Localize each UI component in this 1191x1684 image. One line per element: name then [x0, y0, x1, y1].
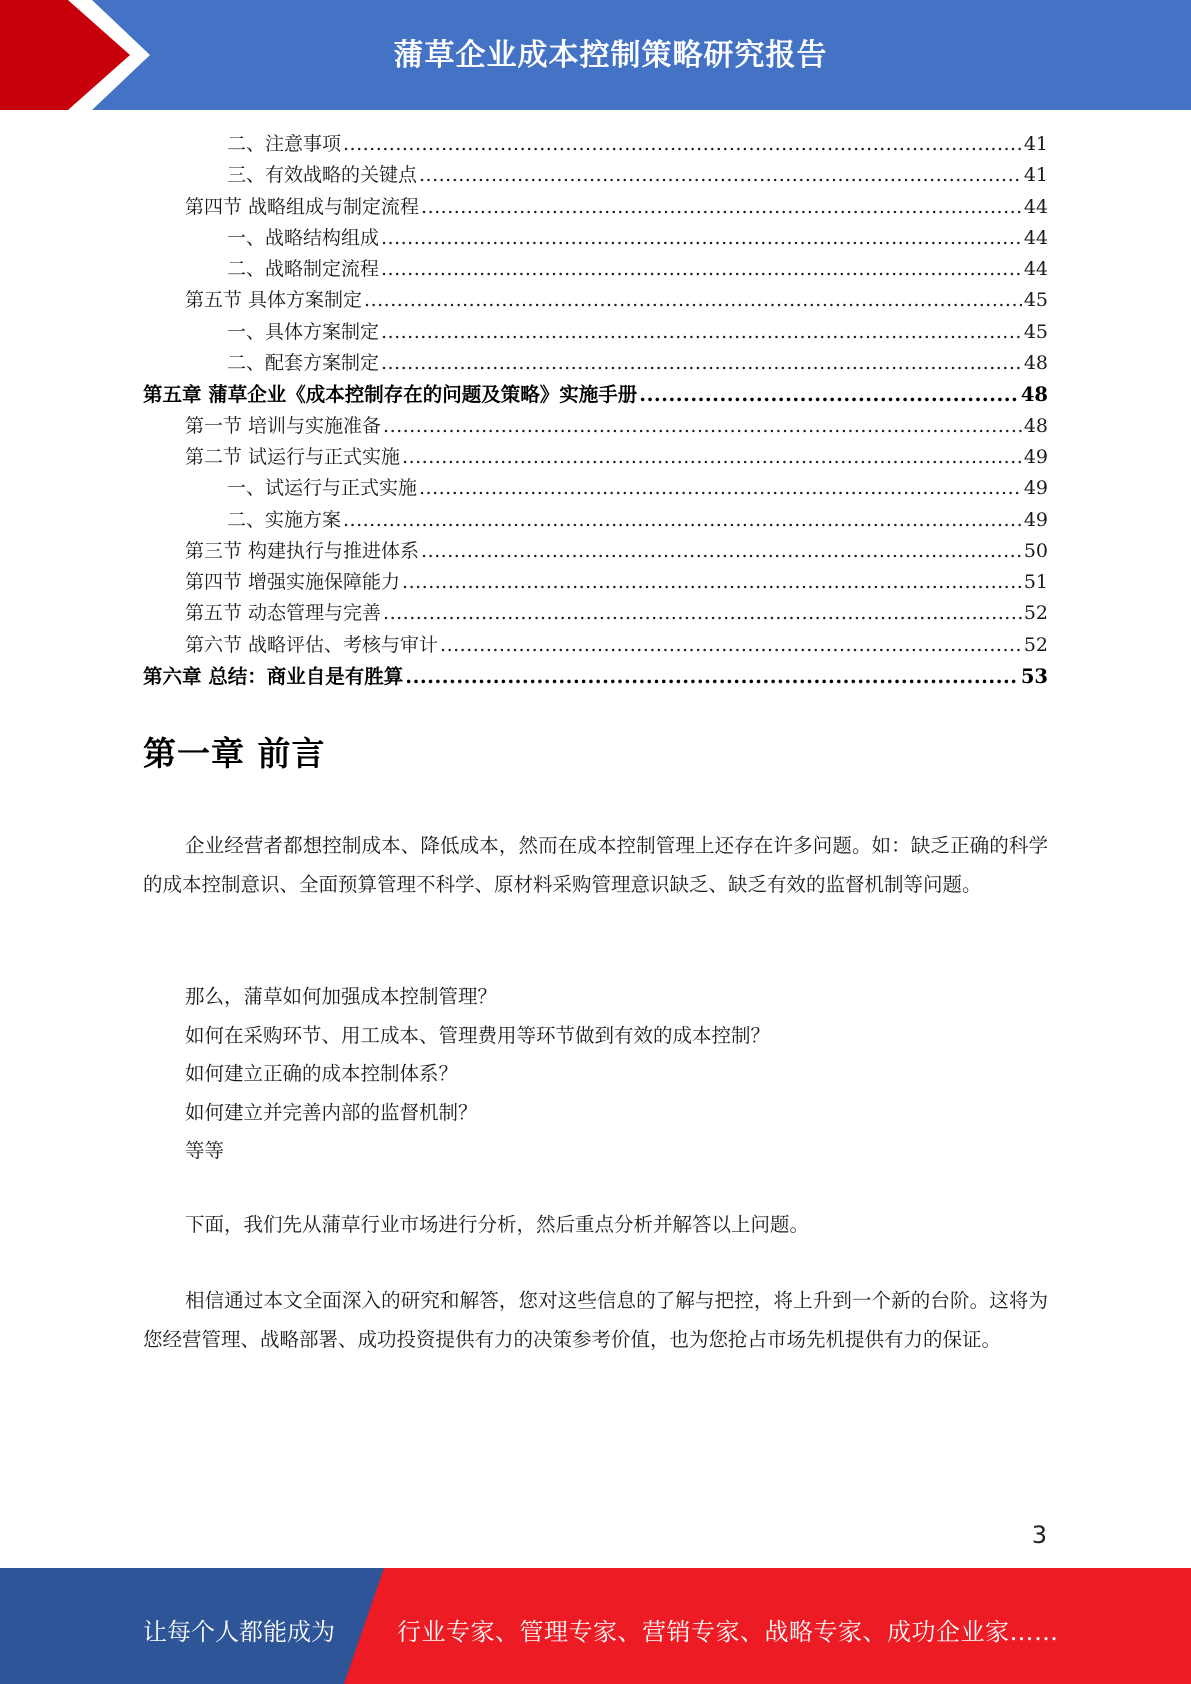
toc-entry-page: 49: [1023, 508, 1048, 531]
toc-dot-leader: [343, 129, 1022, 160]
question-list: [143, 978, 1048, 1171]
question-item: 如何建立正确的成本控制体系？: [185, 1062, 459, 1085]
toc-entry-title: 第五节 具体方案制定: [185, 289, 363, 312]
chapter-heading: 第一章 前言: [143, 734, 326, 773]
question-item: 如何在采购环节、用工成本、管理费用等环节做到有效的成本控制？: [185, 1023, 771, 1047]
toc-entry-page: 50: [1023, 539, 1048, 562]
toc-entry-page: 44: [1023, 226, 1048, 249]
toc-entry[interactable]: [143, 192, 1048, 223]
toc-entry[interactable]: [143, 598, 1048, 629]
toc-entry-page: 49: [1023, 477, 1048, 500]
toc-entry[interactable]: [143, 630, 1048, 661]
toc-entry-page: 44: [1023, 195, 1048, 218]
toc-dot-leader: [402, 442, 1022, 473]
intro-paragraph: [143, 827, 1048, 904]
toc-entry[interactable]: [143, 473, 1048, 504]
toc-entry[interactable]: [143, 442, 1048, 473]
toc-entry-title: 二、实施方案: [227, 508, 342, 531]
toc-entry-title: 第三节 构建执行与推进体系: [185, 539, 420, 562]
toc-dot-leader: [343, 505, 1022, 536]
question-item: 等等: [185, 1139, 225, 1162]
toc-entry-page: 48: [1023, 414, 1048, 437]
toc-entry[interactable]: [143, 129, 1048, 160]
toc-entry-page: 52: [1023, 602, 1048, 625]
table-of-contents: [143, 129, 1048, 692]
toc-dot-leader: [381, 317, 1022, 348]
analysis-paragraph: [143, 1206, 1048, 1245]
toc-dot-leader: [419, 473, 1022, 504]
toc-entry-page: 53: [1020, 665, 1048, 689]
toc-dot-leader: [421, 536, 1022, 567]
page-number: 3: [1031, 1521, 1047, 1549]
toc-entry[interactable]: [143, 567, 1048, 598]
toc-entry[interactable]: [143, 254, 1048, 285]
toc-entry-title: 第五节 动态管理与完善: [185, 602, 382, 625]
toc-dot-leader: [402, 567, 1022, 598]
toc-entry[interactable]: [143, 317, 1048, 348]
toc-dot-leader: [639, 379, 1019, 410]
report-title: 蒲草企业成本控制策略研究报告: [393, 38, 828, 73]
toc-entry-page: 48: [1023, 352, 1048, 375]
conclusion-paragraph-text: 相信通过本文全面深入的研究和解答，您对这些信息的了解与把控，将上升到一个新的台阶。这将为您经营管理、战略部署、成功投资提供有力的决策参考价值，也为您抢占市场先机提供有力的保证。: [143, 1289, 1048, 1351]
toc-dot-leader: [364, 285, 1022, 316]
page-footer: [0, 1568, 1191, 1684]
toc-entry-title: 一、试运行与正式实施: [227, 477, 418, 500]
toc-entry-title: 一、战略结构组成: [227, 226, 380, 249]
toc-entry-title: 第六节 战略评估、考核与审计: [185, 633, 439, 656]
toc-dot-leader: [421, 192, 1022, 223]
toc-entry-page: 52: [1023, 633, 1048, 656]
toc-entry-title: 第一节 培训与实施准备: [185, 414, 382, 437]
question-item: 如何建立并完善内部的监督机制？: [185, 1100, 478, 1124]
toc-entry[interactable]: [143, 285, 1048, 316]
toc-entry[interactable]: [143, 505, 1048, 536]
footer-slogan-right: 行业专家、管理专家、营销专家、战略专家、成功企业家……: [397, 1618, 1059, 1646]
toc-dot-leader: [381, 223, 1022, 254]
toc-entry[interactable]: [143, 379, 1048, 410]
toc-dot-leader: [440, 630, 1022, 661]
toc-entry-title: 第六章 总结：商业自是有胜算: [143, 665, 404, 689]
toc-dot-leader: [381, 348, 1022, 379]
toc-entry-page: 41: [1023, 164, 1048, 187]
page-header: [0, 0, 1191, 110]
question-item: 那么，蒲草如何加强成本控制管理？: [185, 985, 498, 1008]
toc-dot-leader: [419, 160, 1022, 191]
toc-entry[interactable]: [143, 661, 1048, 692]
toc-entry-page: 45: [1023, 320, 1048, 343]
toc-entry-title: 第五章 蒲草企业《成本控制存在的问题及策略》实施手册: [143, 383, 638, 407]
toc-dot-leader: [381, 254, 1022, 285]
question-list-block: [143, 978, 1048, 1171]
toc-entry-title: 二、注意事项: [227, 133, 342, 155]
toc-entry-page: 45: [1023, 289, 1048, 312]
toc-entry-page: 44: [1023, 258, 1048, 281]
toc-entry-page: 51: [1023, 571, 1048, 594]
toc-entry[interactable]: [143, 411, 1048, 442]
toc-entry[interactable]: [143, 536, 1048, 567]
toc-entry-page: 48: [1020, 383, 1048, 407]
toc-dot-leader: [383, 411, 1022, 442]
toc-entry-page: 41: [1023, 133, 1048, 155]
toc-entry[interactable]: [143, 348, 1048, 379]
toc-entry-title: 第四节 增强实施保障能力: [185, 571, 401, 594]
toc-entry[interactable]: [143, 160, 1048, 191]
toc-entry-title: 二、配套方案制定: [227, 352, 380, 375]
toc-entry[interactable]: [143, 223, 1048, 254]
toc-entry-title: 第四节 战略组成与制定流程: [185, 195, 420, 218]
toc-entry-title: 一、具体方案制定: [227, 320, 380, 343]
toc-entry-page: 49: [1023, 445, 1048, 468]
toc-entry-title: 二、战略制定流程: [227, 258, 380, 281]
analysis-paragraph-text: 下面，我们先从蒲草行业市场进行分析，然后重点分析并解答以上问题。: [185, 1213, 810, 1236]
toc-dot-leader: [405, 661, 1019, 692]
toc-dot-leader: [383, 598, 1022, 629]
toc-entry-title: 第二节 试运行与正式实施: [185, 445, 401, 468]
conclusion-paragraph: [143, 1282, 1048, 1359]
footer-slogan-left: 让每个人都能成为: [143, 1618, 335, 1646]
toc-entry-title: 三、有效战略的关键点: [227, 164, 418, 187]
intro-paragraph-text: 企业经营者都想控制成本、降低成本，然而在成本控制管理上还存在许多问题。如：缺乏正确的科学的成本控制意识、全面预算管理不科学、原材料采购管理意识缺乏、缺乏有效的监督机制等问题。: [143, 834, 1048, 896]
